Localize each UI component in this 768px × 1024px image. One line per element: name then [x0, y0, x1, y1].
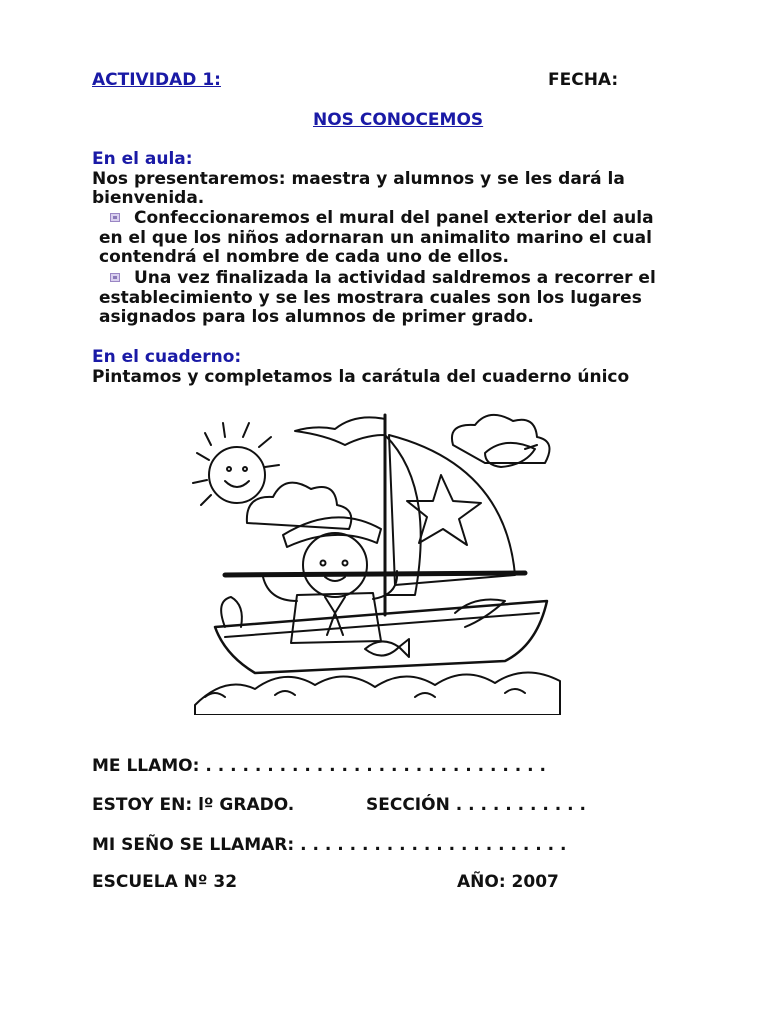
teacher-field: MI SEÑO SE LLAMAR: . . . . . . . . . . . . . . . . . . . . . . — [92, 835, 567, 855]
main-sail-drawing — [389, 435, 515, 585]
bullet-item-2 — [110, 268, 656, 288]
flag-drawing — [295, 417, 385, 445]
cloud-right-drawing — [452, 415, 550, 463]
bullet-icon — [110, 273, 120, 282]
bullet-2-line-1: Una vez finalizada la actividad saldremos a recorrer el — [134, 268, 656, 288]
bullet-1-line-2: en el que los niños adornaran un animalito marino el cual — [99, 228, 652, 248]
bullet-2-line-2: establecimiento y se les mostrara cuales son los lugares — [99, 288, 642, 308]
page-title: NOS CONOCEMOS — [313, 110, 484, 130]
wave-foam-drawing — [205, 689, 525, 697]
cuaderno-text: Pintamos y completamos la carátula del cuaderno único — [92, 367, 630, 387]
bullet-1-line-3: contendrá el nombre de cada uno de ellos. — [99, 247, 509, 267]
aula-intro-line-2: bienvenida. — [92, 188, 205, 208]
sailor-boat-illustration — [185, 405, 570, 715]
bullet-1-line-1: Confeccionaremos el mural del panel exterior del aula — [134, 208, 654, 228]
aula-heading: En el aula: — [92, 149, 193, 169]
bow-drawing — [221, 597, 242, 627]
bullet-item-1 — [110, 208, 654, 228]
boom-drawing — [225, 573, 525, 575]
cuaderno-heading: En el cuaderno: — [92, 347, 242, 367]
sun-drawing — [193, 423, 279, 505]
sailor-boy-drawing — [263, 517, 397, 643]
star-drawing — [407, 475, 481, 545]
cloud-left-drawing — [247, 483, 351, 529]
name-field: ME LLAMO: . . . . . . . . . . . . . . . . . . . . . . . . . . . . — [92, 756, 546, 776]
bullet-2-line-3: asignados para los alumnos de primer grado. — [99, 307, 534, 327]
section-field: SECCIÓN . . . . . . . . . . . — [366, 795, 586, 815]
bullet-icon — [110, 213, 120, 222]
date-label: FECHA: — [548, 70, 619, 90]
school-field: ESCUELA Nº 32 — [92, 872, 238, 892]
grade-field: ESTOY EN: lº GRADO. — [92, 795, 295, 815]
year-field: AÑO: 2007 — [457, 872, 559, 892]
aula-intro-line-1: Nos presentaremos: maestra y alumnos y se les dará la — [92, 169, 625, 189]
hull-stripe-drawing — [225, 613, 539, 637]
activity-label: ACTIVIDAD 1: — [92, 70, 221, 90]
